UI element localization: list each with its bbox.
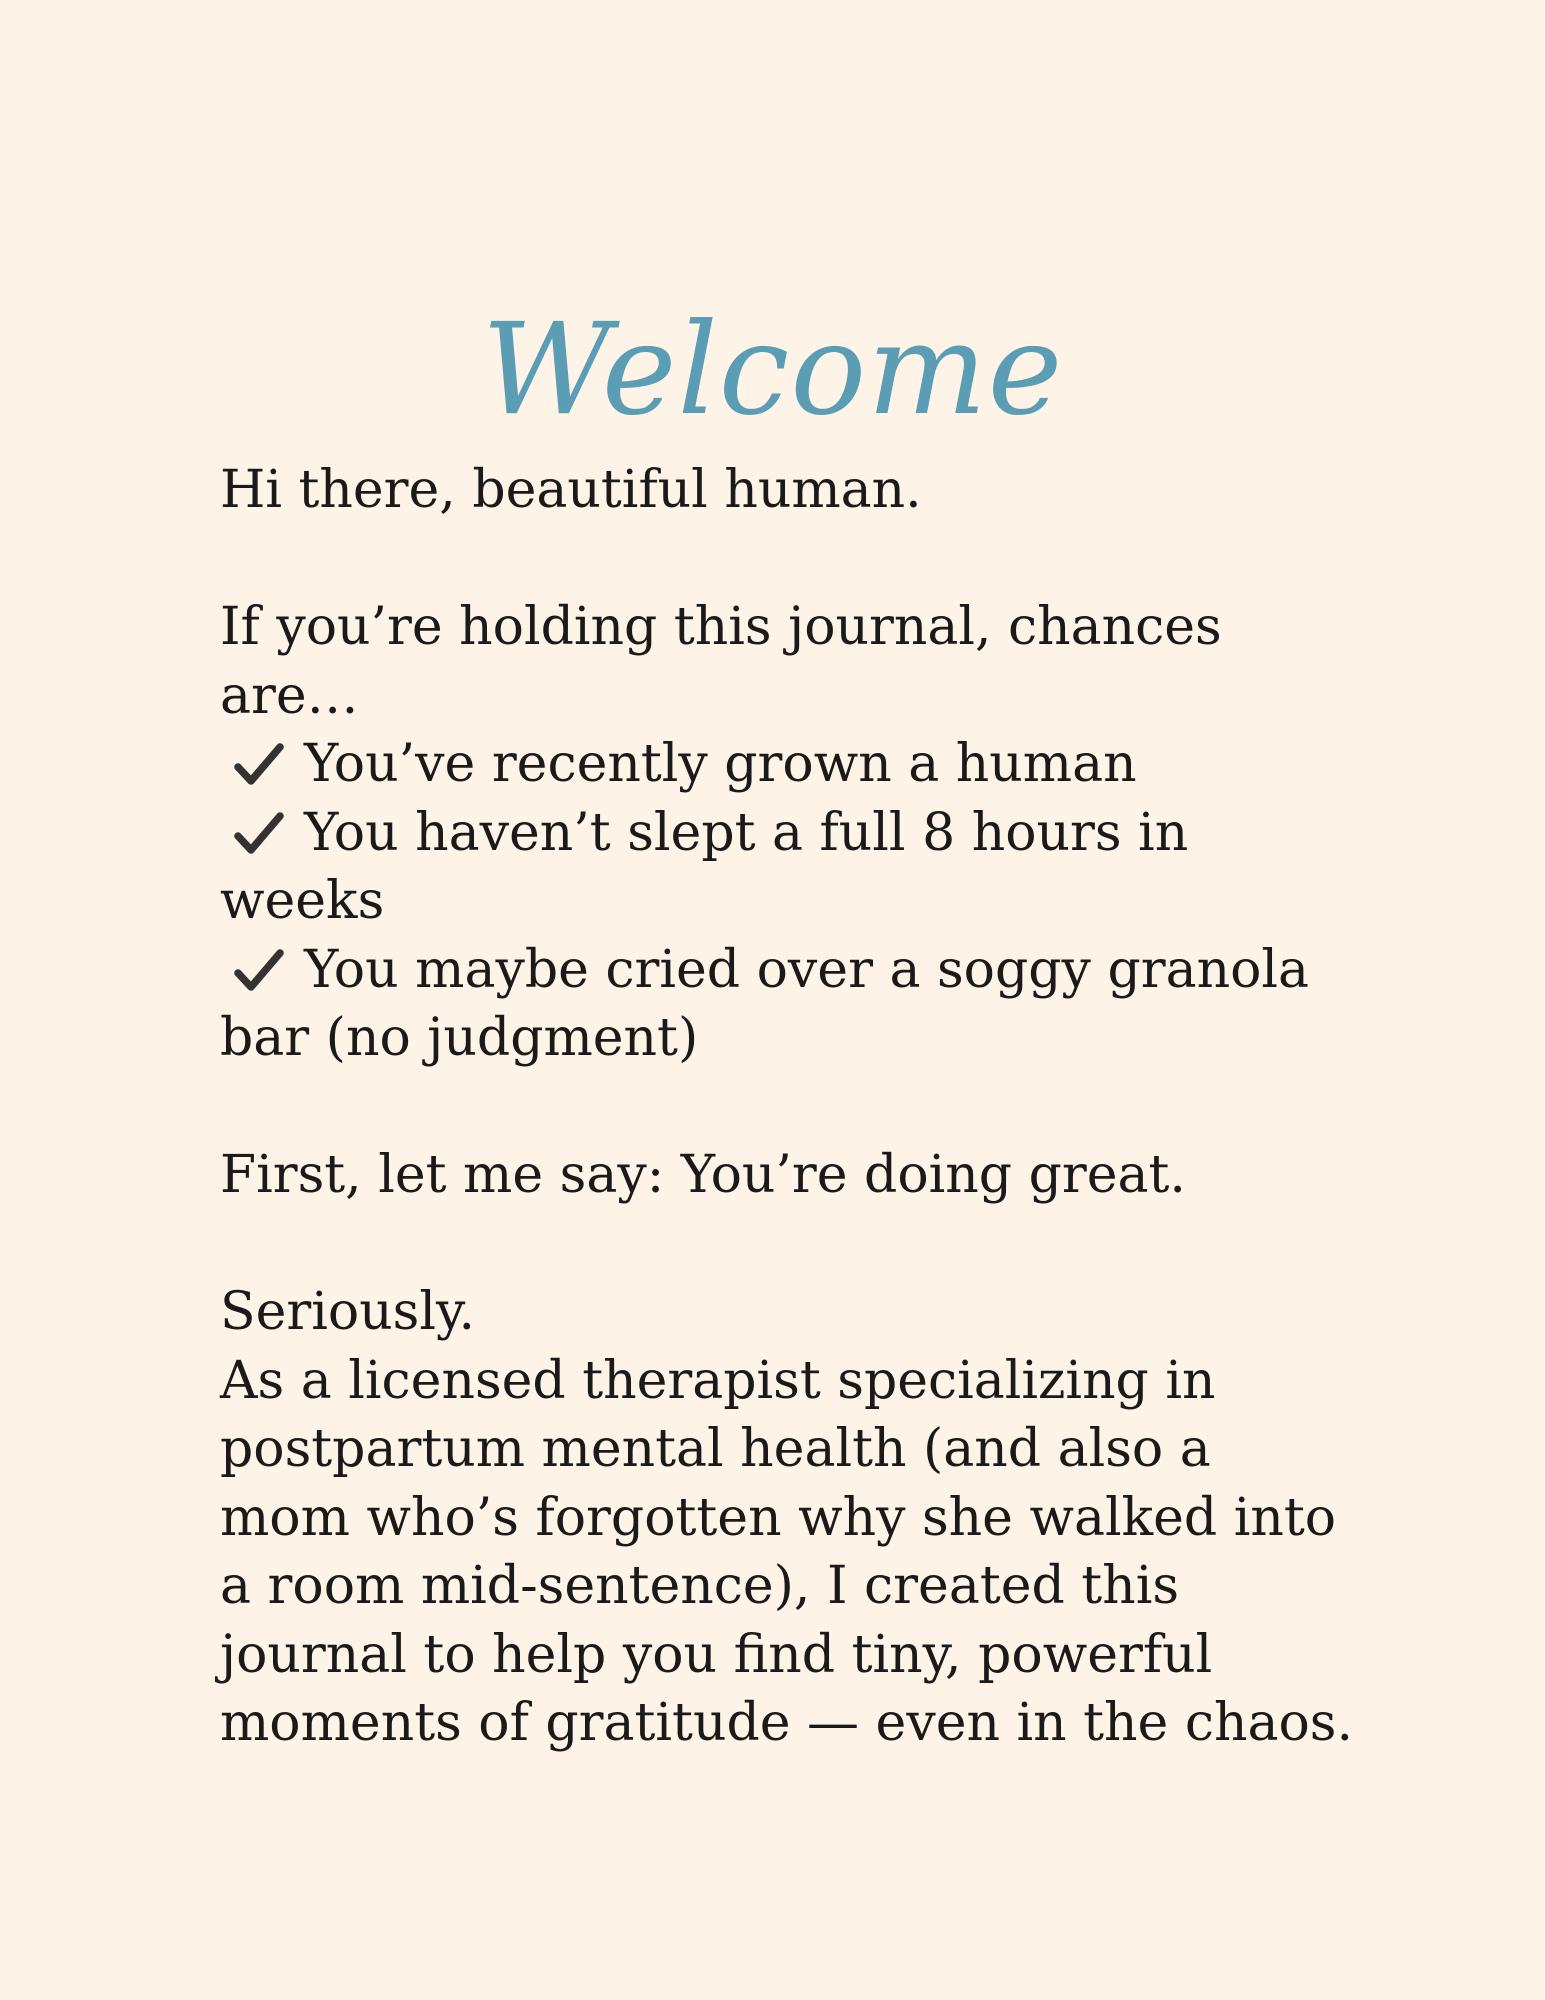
checklist-item-text: You maybe cried over a soggy granola	[304, 939, 1310, 1000]
intro-line: are…	[220, 665, 359, 726]
checklist-item-text: You haven’t slept a full 8 hours in	[304, 802, 1189, 863]
checklist-item-text: You’ve recently grown a human	[304, 734, 1137, 794]
closing-line: As a licensed therapist specializing in	[220, 1350, 1216, 1411]
checklist-item	[220, 799, 1360, 868]
closing-line: moments of gratitude — even in the chaos.	[220, 1693, 1353, 1753]
page-title: Welcome	[481, 296, 1064, 443]
paragraph-spacer	[220, 525, 1360, 594]
checkmark-icon	[232, 936, 294, 1005]
closing-line: mom who’s forgotten why she walked into	[220, 1487, 1337, 1548]
intro-line: If you’re holding this journal, chances	[220, 597, 1222, 657]
closing-line: Seriously.	[220, 1282, 475, 1342]
paragraph-spacer	[220, 1210, 1360, 1279]
greeting: Hi there, beautiful human.	[220, 460, 922, 520]
paragraph-spacer	[220, 1073, 1360, 1142]
reassurance: First, let me say: You’re doing great.	[220, 1145, 1186, 1205]
checklist-item-continuation: bar (no judgment)	[220, 1008, 699, 1068]
closing-line: a room mid-sentence), I created this	[220, 1556, 1180, 1616]
checklist-item	[220, 730, 1360, 799]
closing-line: postpartum mental health (and also a	[220, 1419, 1211, 1479]
closing-line: journal to help you find tiny, powerful	[220, 1624, 1213, 1685]
checkmark-icon	[232, 799, 294, 868]
welcome-letter	[220, 456, 1360, 1758]
checklist-item-continuation: weeks	[220, 871, 385, 931]
checklist-item	[220, 936, 1360, 1005]
checkmark-icon	[232, 730, 294, 799]
